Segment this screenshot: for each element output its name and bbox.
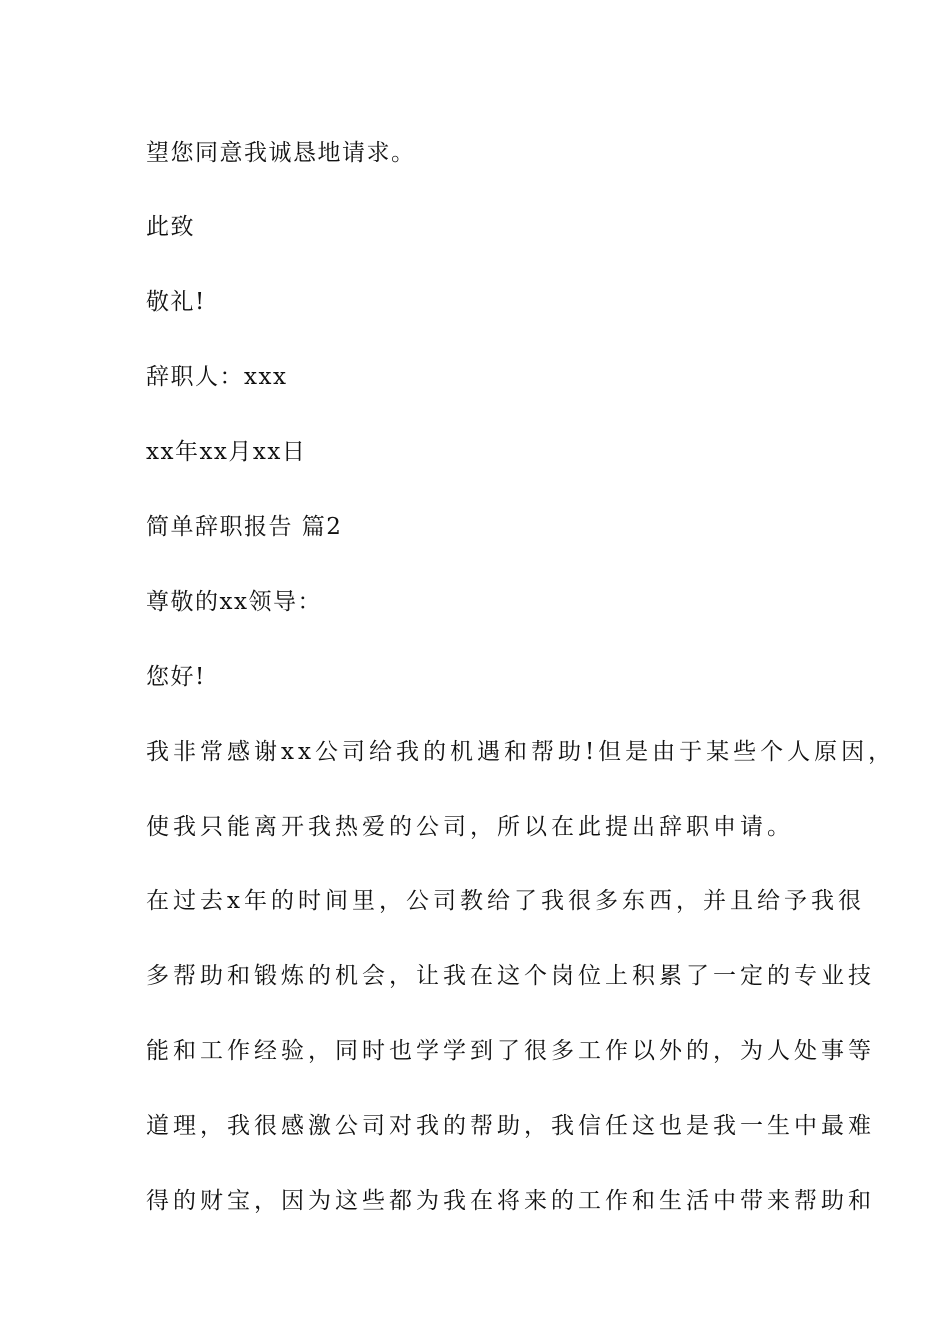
addressee-line: 尊敬的xx领导： [146, 589, 322, 615]
salutation-jingli: 敬礼! [146, 289, 206, 315]
date-line: xx年xx月xx日 [146, 439, 307, 465]
body-paragraph-1-line-2: 使我只能离开我热爱的公司，所以在此提出辞职申请。 [146, 814, 794, 840]
signature-line: 辞职人：xxx [146, 364, 288, 390]
body-paragraph-2-line-5: 得的财宝，因为这些都为我在将来的工作和生活中带来帮助和 [146, 1188, 875, 1214]
body-paragraph-2-line-2: 多帮助和锻炼的机会，让我在这个岗位上积累了一定的专业技 [146, 963, 875, 989]
greeting-line: 您好! [146, 664, 206, 690]
body-paragraph-2-line-4: 道理，我很感激公司对我的帮助，我信任这也是我一生中最难 [146, 1113, 875, 1139]
section-heading: 简单辞职报告 篇2 [146, 514, 343, 540]
body-paragraph-2-line-1: 在过去x年的时间里，公司教给了我很多东西，并且给予我很 [146, 888, 865, 914]
salutation-cizhi: 此致 [146, 214, 195, 240]
body-paragraph-1-line-1: 我非常感谢xx公司给我的机遇和帮助!但是由于某些个人原因， [146, 739, 896, 765]
body-paragraph-2-line-3: 能和工作经验，同时也学学到了很多工作以外的，为人处事等 [146, 1038, 875, 1064]
closing-request-line: 望您同意我诚恳地请求。 [146, 140, 416, 166]
